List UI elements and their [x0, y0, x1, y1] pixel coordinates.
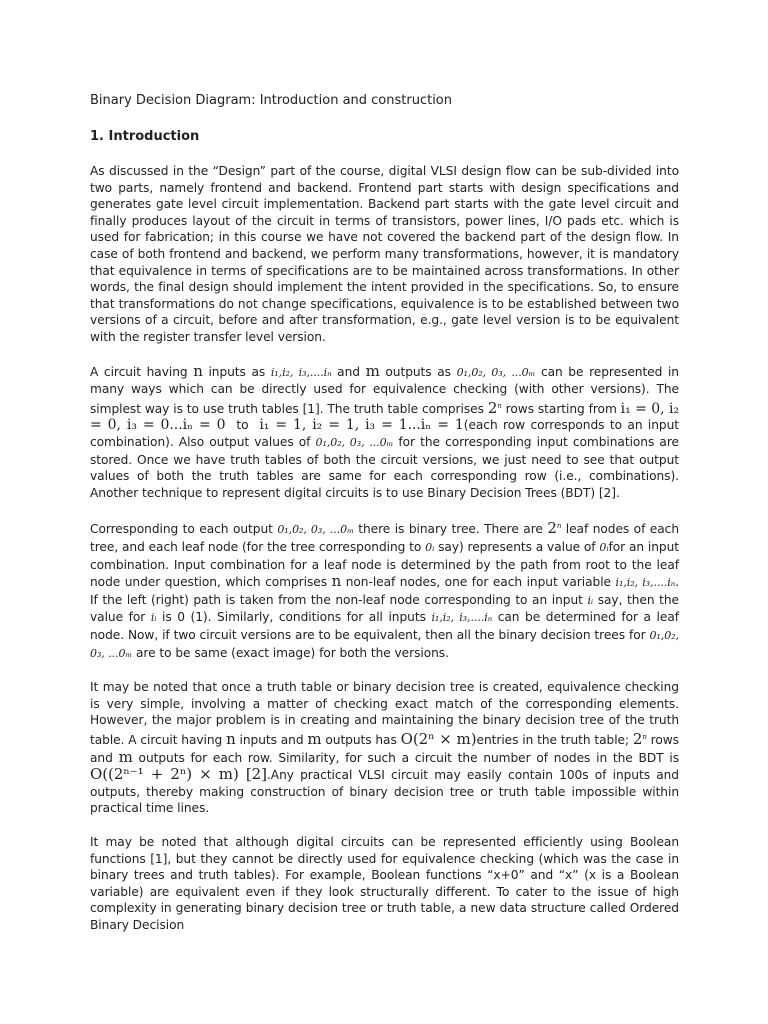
math-m: m — [365, 361, 380, 380]
text: outputs as — [379, 364, 457, 379]
math-oi: 0ᵢ — [425, 541, 435, 554]
text: entries in the truth table; — [476, 733, 633, 747]
text: are to be same (exact image) for both the versions. — [132, 645, 449, 660]
paragraph-5: It may be noted that although digital circuits can be represented efficiently using Boolean functions [1], but they cannot be directly used for equivalence checking (which was the case in binary trees and truth tables). For example, Boolean functions “x+0” and “x” (x is a Boolean variable) are equivalent even if they look structurally different. To cater to the issue of high complexity in generating binary decision tree or truth table, a new data structure called Ordered Binary Decision — [90, 834, 679, 932]
math-inputs: i₁,i₂, i₃,....iₙ — [270, 365, 332, 379]
text: Corresponding to each output — [90, 522, 278, 537]
section-heading: 1. Introduction — [90, 129, 200, 144]
text: can be represented in many ways which can be directly used for equivalence checking (with other versions). The simplest way is to use truth tables [1]. The truth table comprises — [90, 364, 679, 416]
text: outputs has — [321, 733, 401, 747]
paragraph-2 — [90, 363, 679, 502]
math-oi: 0ᵢ — [599, 541, 609, 554]
math-n: n — [226, 730, 236, 748]
math-outputs: 0₁,0₂, 0₃, ...0ₘ — [277, 523, 354, 537]
text: for an input combination. Input combination for a leaf node is determined by the path from root to the leaf node under question, which comprises — [90, 540, 679, 590]
math-ii: iᵢ — [587, 593, 594, 607]
math-outputs: 0₁,0₂, 0₃, ...0ₘ — [315, 435, 394, 449]
math-n: n — [331, 572, 342, 591]
text: inputs as — [202, 364, 271, 379]
text: . If the left (right) path is taken from the non-leaf node corresponding to an input — [90, 575, 679, 607]
text: and — [331, 364, 366, 379]
math-outputs: 0₁,0₂, 0₃, ...0ₘ — [90, 628, 679, 660]
text: leaf nodes of each tree, and each leaf node (for the tree corresponding to — [90, 522, 679, 554]
text: is 0 (1). Similarly, conditions for all inputs — [156, 610, 432, 625]
math-rows-base: 2 — [632, 730, 643, 748]
text: can be determined for a leaf node. Now, if two circuit versions are to be equivalent, then all the binary decision trees for — [90, 610, 679, 642]
text-to: to — [236, 418, 249, 433]
text: there is binary tree. There are — [353, 522, 548, 537]
paragraph-3 — [90, 518, 679, 662]
text: A circuit having — [90, 364, 194, 379]
math-rows-base: 2 — [487, 398, 498, 417]
text: non-leaf nodes, one for each input variable — [341, 575, 616, 590]
math-to-expr: i₁ = 1, i₂ = 1, i₃ = 1...iₙ = 1 — [259, 417, 464, 434]
text: for the corresponding input combinations are stored. Once we have truth tables of both the circuit versions, we just need to see that output values of both the truth tables are same for each corresponding row (i.e., combinations). Another technique to represent digital circuits is to use Binary Decision Trees (BDT) [2]. — [90, 434, 679, 500]
math-complexity-2: O((2ⁿ⁻¹ + 2ⁿ) × m) [2] — [90, 765, 267, 784]
math-inputs: i₁,i₂, i₃,....iₙ — [615, 576, 676, 590]
paragraph-1: As discussed in the “Design” part of the course, digital VLSI design flow can be sub-divided into two parts, namely frontend and backend. Frontend part starts with design specifications and generates gate level circuit implementation. Backend part starts with the gate level circuit and finally produces layout of the circuit in terms of transistors, power lines, I/O pads etc. which is used for fabrication; in this course we have not covered the backend part of the design flow. In case of both frontend and backend, we perform many transformations, however, it is mandatory that equivalence in terms of specifications are to be maintained across transformations. In other words, the final design should implement the intent provided in the specifications. So, to ensure that transformations do not change specifications, equivalence is to be established between two versions of a circuit, before and after transformation, e.g., gate level version is to be equivalent with the register transfer level version. — [90, 164, 679, 344]
math-n: n — [193, 361, 203, 380]
math-m: m — [307, 730, 322, 748]
math-rows-exp: n — [642, 732, 647, 741]
math-ii: iᵢ — [150, 611, 157, 625]
text: It may be noted that once a truth table or binary decision tree is created, equivalence checking is very simple, involving a matter of checking exact match of the corresponding elements. However, the major problem is in creating and maintaining the binary decision tree of the truth table. A circuit having — [90, 680, 679, 747]
math-leaf-base: 2 — [547, 519, 557, 538]
math-leaf-exp: n — [556, 522, 562, 531]
math-outputs: 0₁,0₂, 0₃, ...0ₘ — [456, 365, 536, 379]
math-m: m — [118, 747, 133, 766]
paragraph-4 — [90, 679, 679, 817]
math-inputs: i₁,i₂, i₃,....iₙ — [431, 611, 493, 625]
text: rows and — [90, 733, 679, 765]
text: inputs and — [235, 733, 308, 747]
math-complexity-1: O(2ⁿ × m) — [400, 730, 477, 748]
text: .Any practical VLSI circuit may easily contain 100s of inputs and outputs, thereby making construction of binary decision tree or truth table impossible within practical time lines. — [90, 768, 679, 816]
math-from-expr: i₁ = 0, i₂ = 0, i₃ = 0...iₙ = 0 — [90, 400, 679, 434]
document-title: Binary Decision Diagram: Introduction and construction — [90, 93, 453, 108]
text: say, then the value for — [90, 592, 679, 625]
text: say) represents a value of — [434, 540, 600, 554]
text: (each row corresponds to an input combination). Also output values of — [90, 418, 680, 449]
text: rows starting from — [501, 401, 621, 416]
text: outputs for each row. Similarity, for such a circuit the number of nodes in the BDT is — [132, 750, 680, 765]
math-rows-exp: n — [497, 401, 502, 410]
